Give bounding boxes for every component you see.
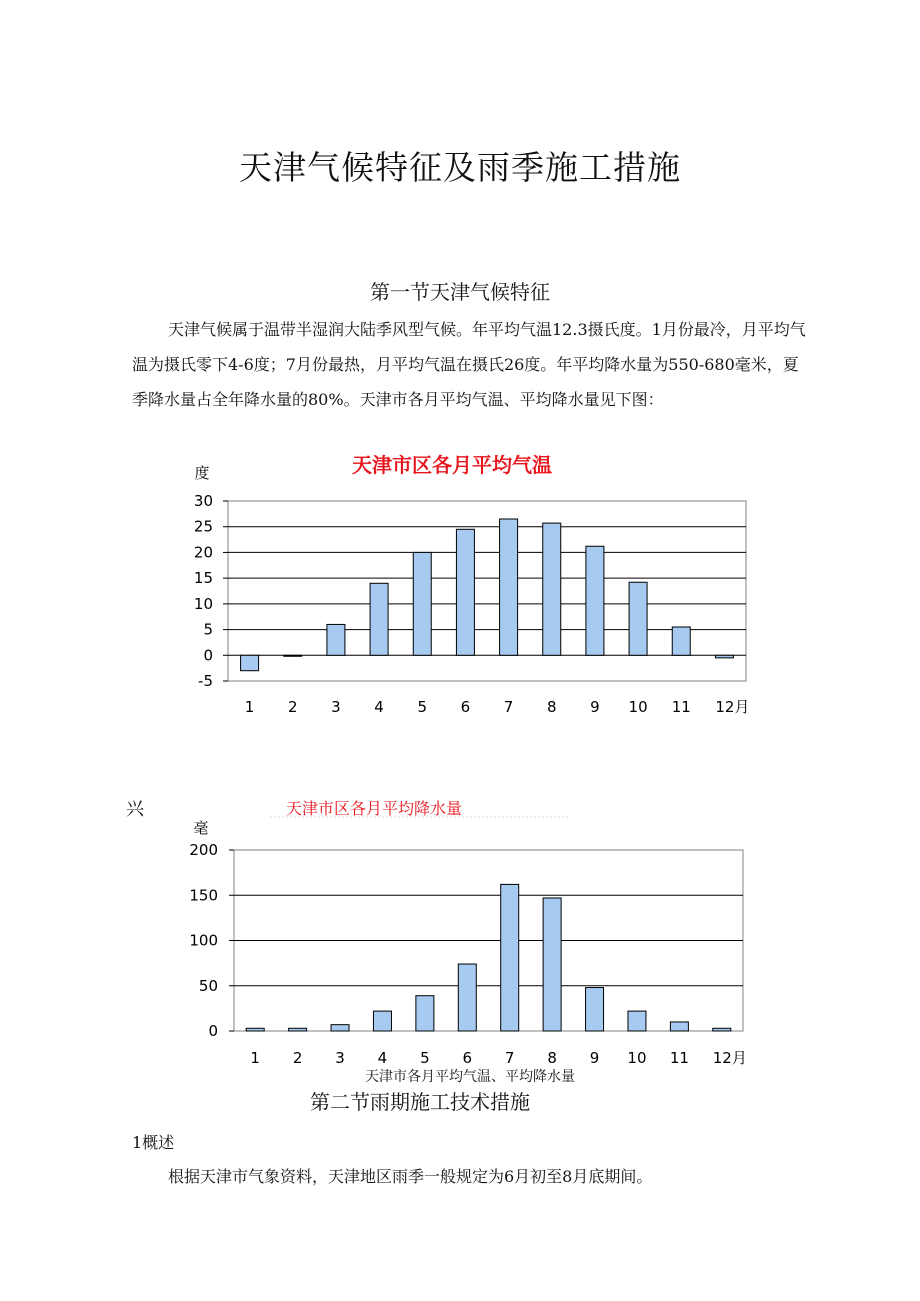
temp-bar-11 bbox=[672, 627, 690, 655]
temp-bar-4 bbox=[370, 583, 388, 655]
temp-x-tick-label: 6 bbox=[460, 698, 471, 716]
document-title: 天津气候特征及雨季施工措施 bbox=[239, 148, 681, 187]
rain-x-tick-label: 8 bbox=[547, 1049, 557, 1067]
rain-bar-3 bbox=[331, 1025, 349, 1031]
rain-y-tick-label: 150 bbox=[189, 886, 218, 905]
temp-x-tick-label: 2 bbox=[287, 698, 298, 716]
rain-bar-4 bbox=[373, 1011, 391, 1031]
temp-bar-3 bbox=[327, 624, 345, 655]
rain-bar-2 bbox=[289, 1028, 307, 1031]
temp-y-tick-label: 5 bbox=[203, 620, 213, 639]
temp-y-tick-label: 20 bbox=[193, 543, 213, 562]
rain-bar-8 bbox=[543, 898, 561, 1031]
temp-y-tick-label: -5 bbox=[198, 672, 213, 690]
temp-bar-6 bbox=[456, 529, 474, 655]
rain-x-tick-label: 9 bbox=[589, 1049, 600, 1067]
temp-y-tick-label: 25 bbox=[193, 517, 213, 536]
temp-x-tick-label: 11 bbox=[671, 698, 691, 716]
rain-x-tick-label: 11 bbox=[669, 1049, 689, 1067]
section-heading-2: 第二节雨期施工技术措施 bbox=[310, 1090, 530, 1114]
paragraph-climate-text: 天津气候属于温带半湿润大陆季风型气候。年平均气温12.3摄氏度。1月份最冷，月平均气温为摄氏零下4-6度；7月份最热，月平均气温在摄氏26度。年平均降水量为550-680毫米，夏季降水量占全年降水量的80%。天津市各月平均气温、平均降水量见下图： bbox=[132, 320, 806, 409]
temp-x-tick-label: 8 bbox=[546, 698, 557, 716]
temp-bar-10 bbox=[629, 582, 647, 655]
rain-x-tick-label: 6 bbox=[462, 1049, 473, 1067]
temp-y-tick-label: 10 bbox=[193, 594, 213, 613]
rain-bar-11 bbox=[670, 1022, 688, 1031]
temp-bar-2 bbox=[284, 655, 302, 656]
rain-y-tick-label: 200 bbox=[189, 841, 218, 859]
temp-x-tick-label: 5 bbox=[417, 698, 428, 716]
rain-x-tick-label: 1 bbox=[250, 1049, 260, 1067]
rain-x-tick-label: 5 bbox=[420, 1049, 430, 1067]
temp-x-tick-label: 1 bbox=[244, 698, 255, 716]
rain-y-axis-label: 毫 bbox=[193, 819, 209, 837]
rain-bar-12 bbox=[713, 1028, 731, 1031]
rain-bar-10 bbox=[628, 1011, 646, 1031]
temp-y-tick-label: 15 bbox=[193, 569, 213, 588]
rain-bar-5 bbox=[416, 996, 434, 1031]
temp-y-axis-label: 度 bbox=[194, 464, 210, 482]
rain-y-tick-label: 0 bbox=[208, 1022, 218, 1040]
temp-chart-title: 天津市区各月平均气温 bbox=[352, 453, 552, 477]
rain-x-tick-label: 12月 bbox=[712, 1049, 747, 1067]
temp-bar-8 bbox=[543, 523, 561, 655]
temp-y-tick-label: 0 bbox=[203, 646, 213, 665]
temp-x-tick-label: 4 bbox=[374, 698, 384, 716]
temp-plot-area bbox=[228, 501, 746, 681]
rain-x-tick-label: 7 bbox=[504, 1049, 515, 1067]
rain-bar-9 bbox=[586, 988, 604, 1031]
rain-y-tick-label: 100 bbox=[189, 931, 218, 950]
rain-x-tick-label: 2 bbox=[292, 1049, 303, 1067]
rain-x-tick-label: 3 bbox=[335, 1049, 345, 1067]
temp-x-tick-label: 3 bbox=[331, 698, 341, 716]
temp-bar-12 bbox=[715, 655, 733, 658]
temp-bar-1 bbox=[241, 655, 259, 670]
temp-x-tick-label: 12月 bbox=[715, 698, 750, 716]
rain-bar-1 bbox=[246, 1028, 264, 1031]
temp-bar-7 bbox=[500, 519, 518, 655]
temp-x-tick-label: 9 bbox=[590, 698, 600, 716]
section-heading-1: 第一节天津气候特征 bbox=[370, 280, 550, 304]
temp-bar-9 bbox=[586, 546, 604, 655]
temp-x-tick-label: 10 bbox=[628, 698, 648, 716]
rain-bar-6 bbox=[458, 964, 476, 1031]
temp-y-tick-label: 30 bbox=[193, 492, 213, 510]
rain-chart-title: 天津市区各月平均降水量 bbox=[285, 799, 463, 818]
rain-bar-7 bbox=[501, 884, 519, 1031]
temp-x-tick-label: 7 bbox=[503, 698, 514, 716]
rain-x-tick-label: 10 bbox=[627, 1049, 647, 1067]
charts-caption: 天津市各月平均气温、平均降水量 bbox=[365, 1069, 575, 1085]
subheading-overview: 1概述 bbox=[132, 1133, 175, 1152]
rain-x-tick-label: 4 bbox=[377, 1049, 388, 1067]
temp-bar-5 bbox=[413, 552, 431, 655]
rain-y-tick-label: 50 bbox=[198, 976, 218, 995]
stray-mark: 兴 bbox=[126, 799, 144, 820]
paragraph-rain-season: 根据天津市气象资料，天津地区雨季一般规定为6月初至8月底期间。 bbox=[168, 1167, 653, 1186]
